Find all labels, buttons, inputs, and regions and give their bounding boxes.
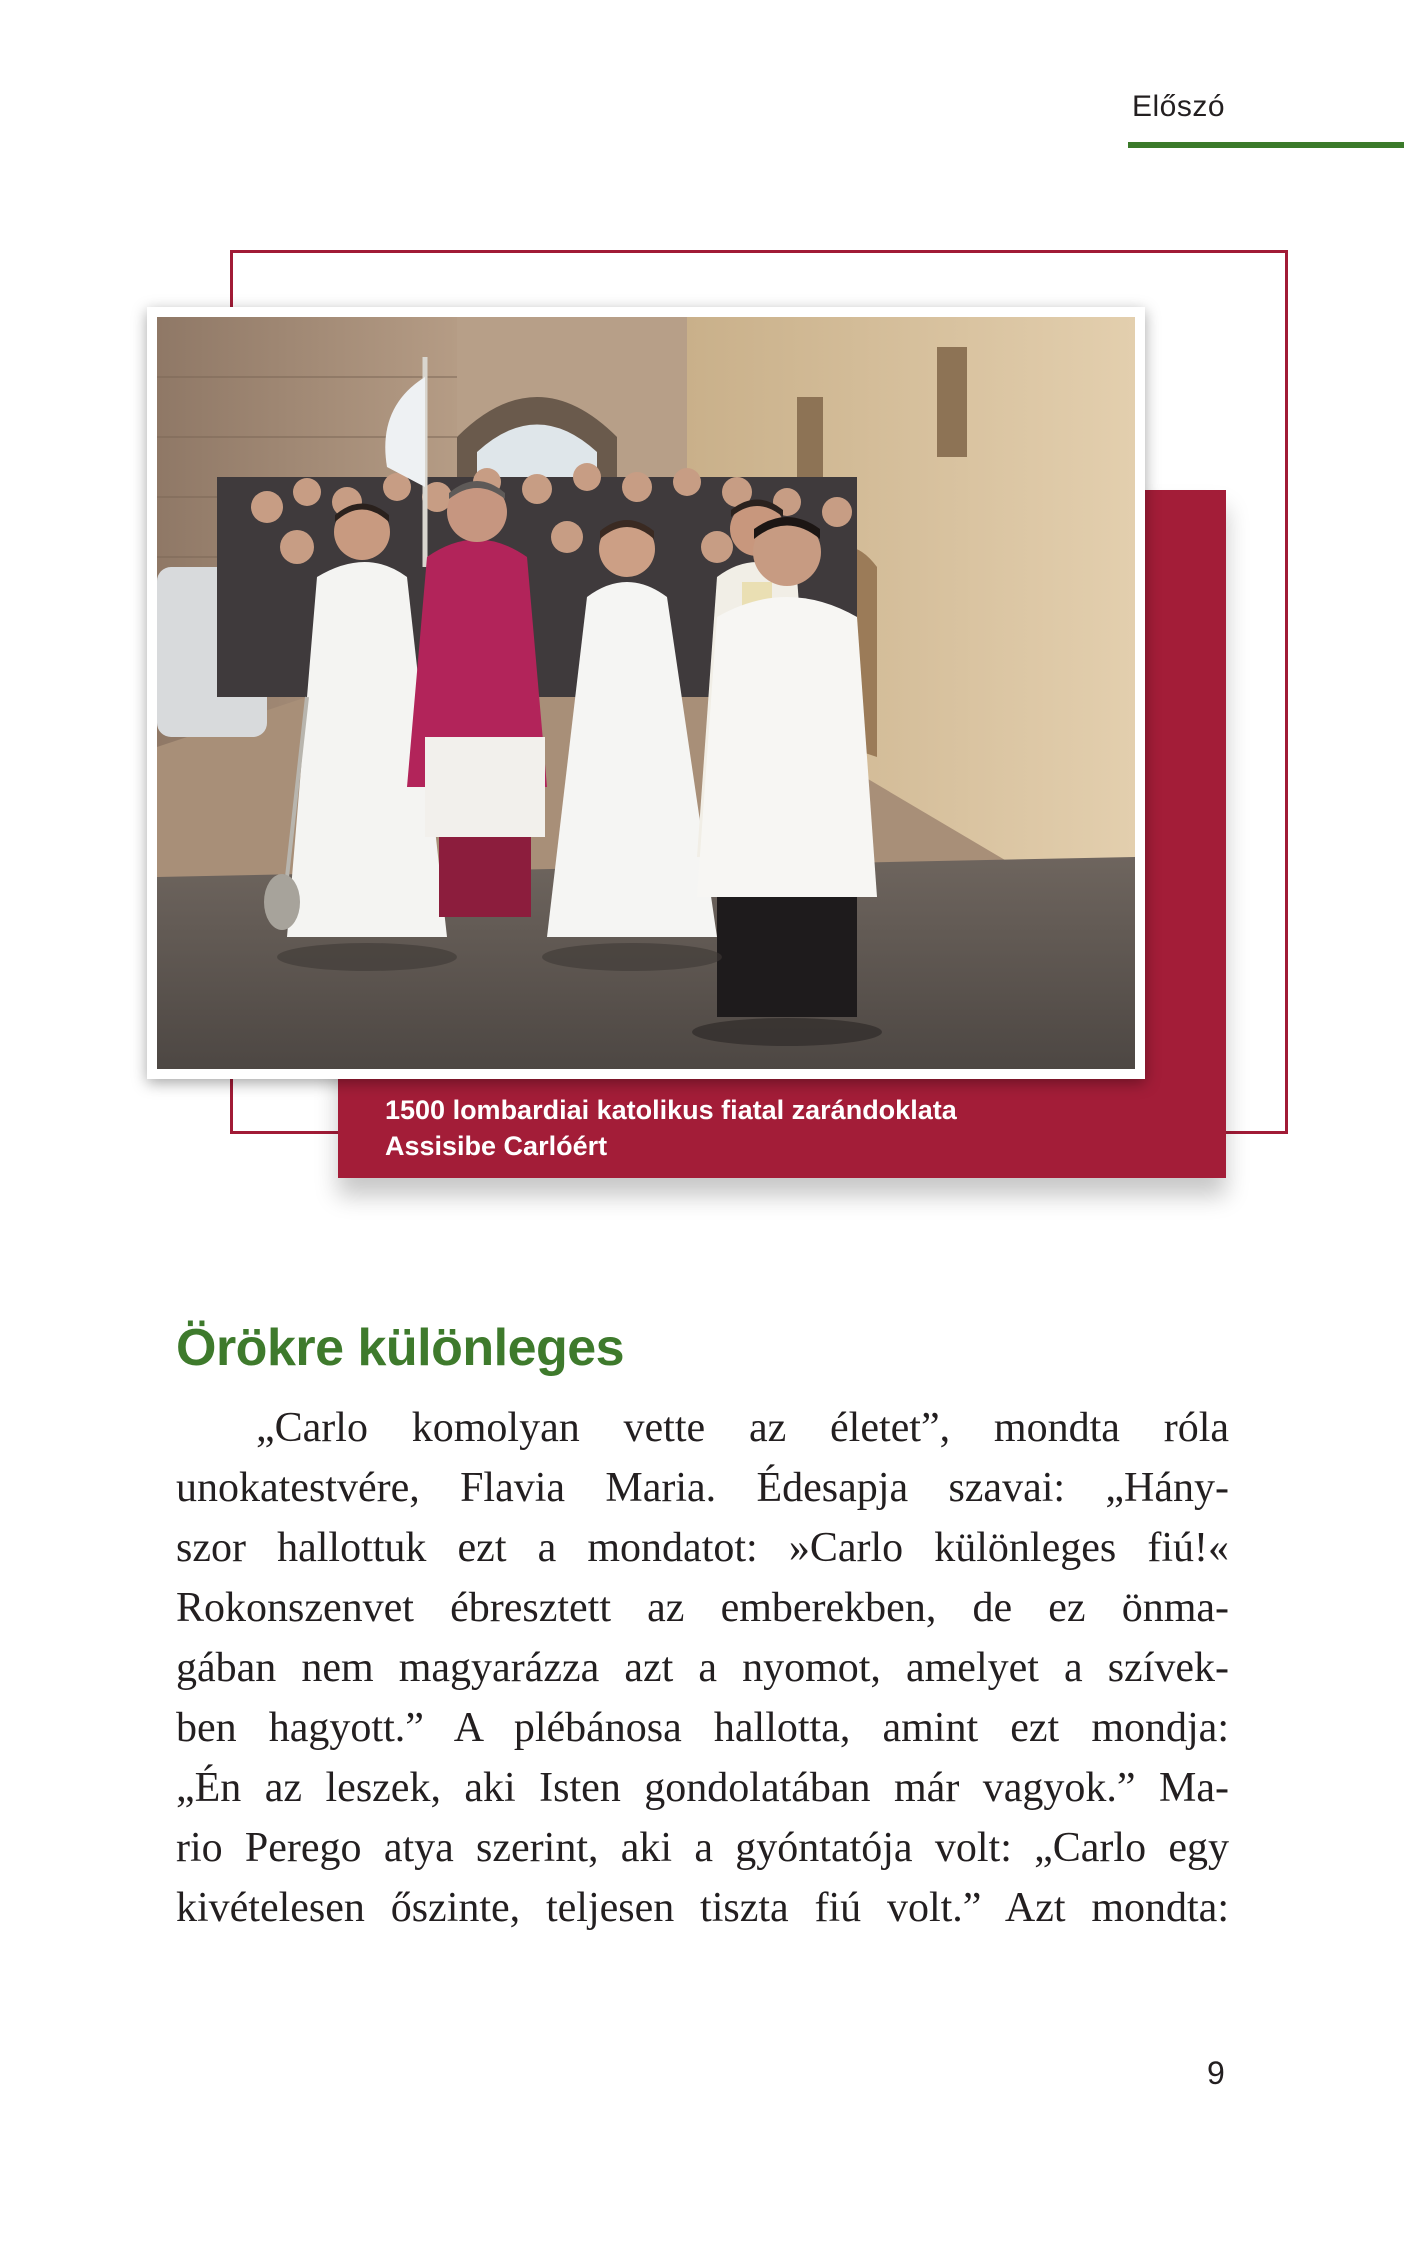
caption-line: Assisibe Carlóért	[385, 1131, 608, 1161]
photo-caption	[385, 1092, 1185, 1164]
text-line: gában nem magyarázza azt a nyomot, amelyet a szívek-	[176, 1645, 1229, 1691]
text-line: kivételesen őszinte, teljesen tiszta fiú volt.” Azt mondta:	[176, 1885, 1229, 1931]
procession-photo	[147, 307, 1145, 1079]
section-rule	[1128, 142, 1404, 148]
text-line: szor hallottuk ezt a mondatot: »Carlo különleges fiú!«	[176, 1525, 1229, 1571]
text-line: rio Perego atya szerint, aki a gyóntatója volt: „Carlo egy	[176, 1825, 1229, 1871]
procession-photo-illustration	[157, 317, 1135, 1069]
text-line: unokatestvére, Flavia Maria. Édesapja szavai: „Hány-	[176, 1465, 1229, 1511]
section-heading: Örökre különleges	[176, 1319, 625, 1377]
text-line: Rokonszenvet ébresztett az emberekben, de ez önma-	[176, 1585, 1229, 1631]
section-label: Előszó	[1132, 90, 1226, 123]
body-paragraph	[176, 1398, 1229, 1938]
text-line: ben hagyott.” A plébánosa hallotta, amint ezt mondja:	[176, 1705, 1229, 1751]
caption-line: 1500 lombardiai katolikus fiatal zarándoklata	[385, 1095, 957, 1125]
page-number: 9	[1207, 2055, 1225, 2091]
text-line: „Én az leszek, aki Isten gondolatában már vagyok.” Ma-	[176, 1765, 1229, 1811]
text-line: „Carlo komolyan vette az életet”, mondta róla	[256, 1405, 1229, 1451]
